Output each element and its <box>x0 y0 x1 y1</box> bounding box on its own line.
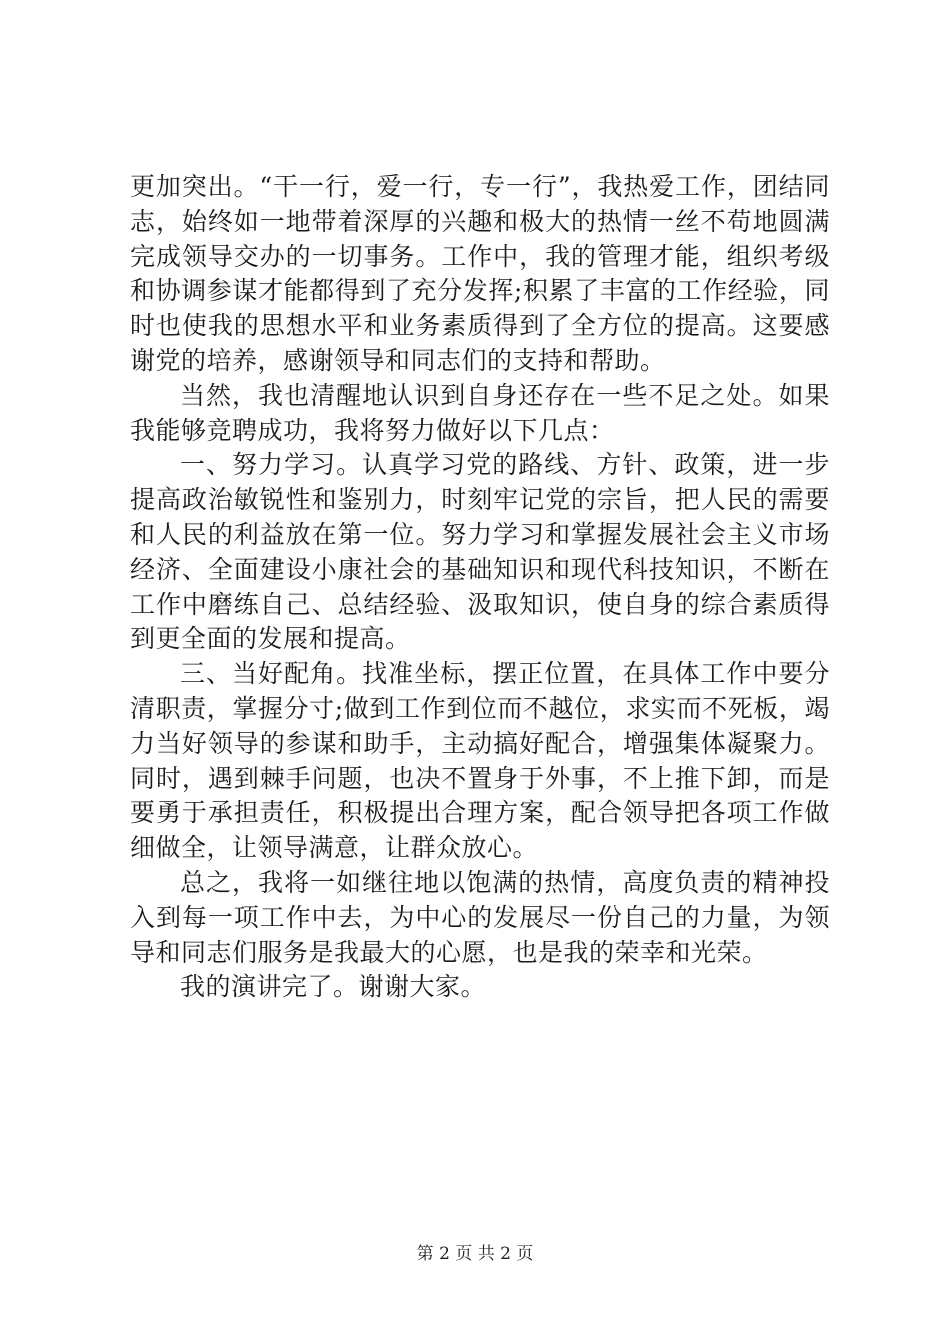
document-body <box>130 170 830 1005</box>
paragraph-supporting-role: 三、当好配角。找准坐标，摆正位置，在具体工作中要分清职责，掌握分寸;做到工作到位而不越位，求实而不死板，竭力当好领导的参谋和助手，主动搞好配合，增强集体凝聚力。同时，遇到棘手问题，也决不置身于外事，不上推下卸，而是要勇于承担责任，积极提出合理方案，配合领导把各项工作做细做全，让领导满意，让群众放心。 <box>130 659 830 863</box>
paragraph-study: 一、努力学习。认真学习党的路线、方针、政策，进一步提高政治敏锐性和鉴别力，时刻牢记党的宗旨，把人民的需要和人民的利益放在第一位。努力学习和掌握发展社会主义市场经济、全面建设小康社会的基础知识和现代科技知识，不断在工作中磨练自己、总结经验、汲取知识，使自身的综合素质得到更全面的发展和提高。 <box>130 450 830 654</box>
paragraph-closing: 我的演讲完了。谢谢大家。 <box>180 972 487 1002</box>
paragraph-continuation: 更加突出。“干一行，爱一行，专一行”，我热爱工作，团结同志，始终如一地带着深厚的兴趣和极大的热情一丝不苟地圆满完成领导交办的一切事务。工作中，我的管理才能，组织考级和协调参谋才能都得到了充分发挥;积累了丰富的工作经验，同时也使我的思想水平和业务素质得到了全方位的提高。这要感谢党的培养，感谢领导和同志们的支持和帮助。 <box>130 172 830 375</box>
page-number-footer: 第 2 页 共 2 页 <box>416 1244 534 1264</box>
paragraph-self-awareness: 当然，我也清醒地认识到自身还存在一些不足之处。如果我能够竞聘成功，我将努力做好以下几点： <box>130 380 830 445</box>
paragraph-conclusion: 总之，我将一如继往地以饱满的热情，高度负责的精神投入到每一项工作中去，为中心的发展尽一份自己的力量，为领导和同志们服务是我最大的心愿，也是我的荣幸和光荣。 <box>130 867 830 967</box>
